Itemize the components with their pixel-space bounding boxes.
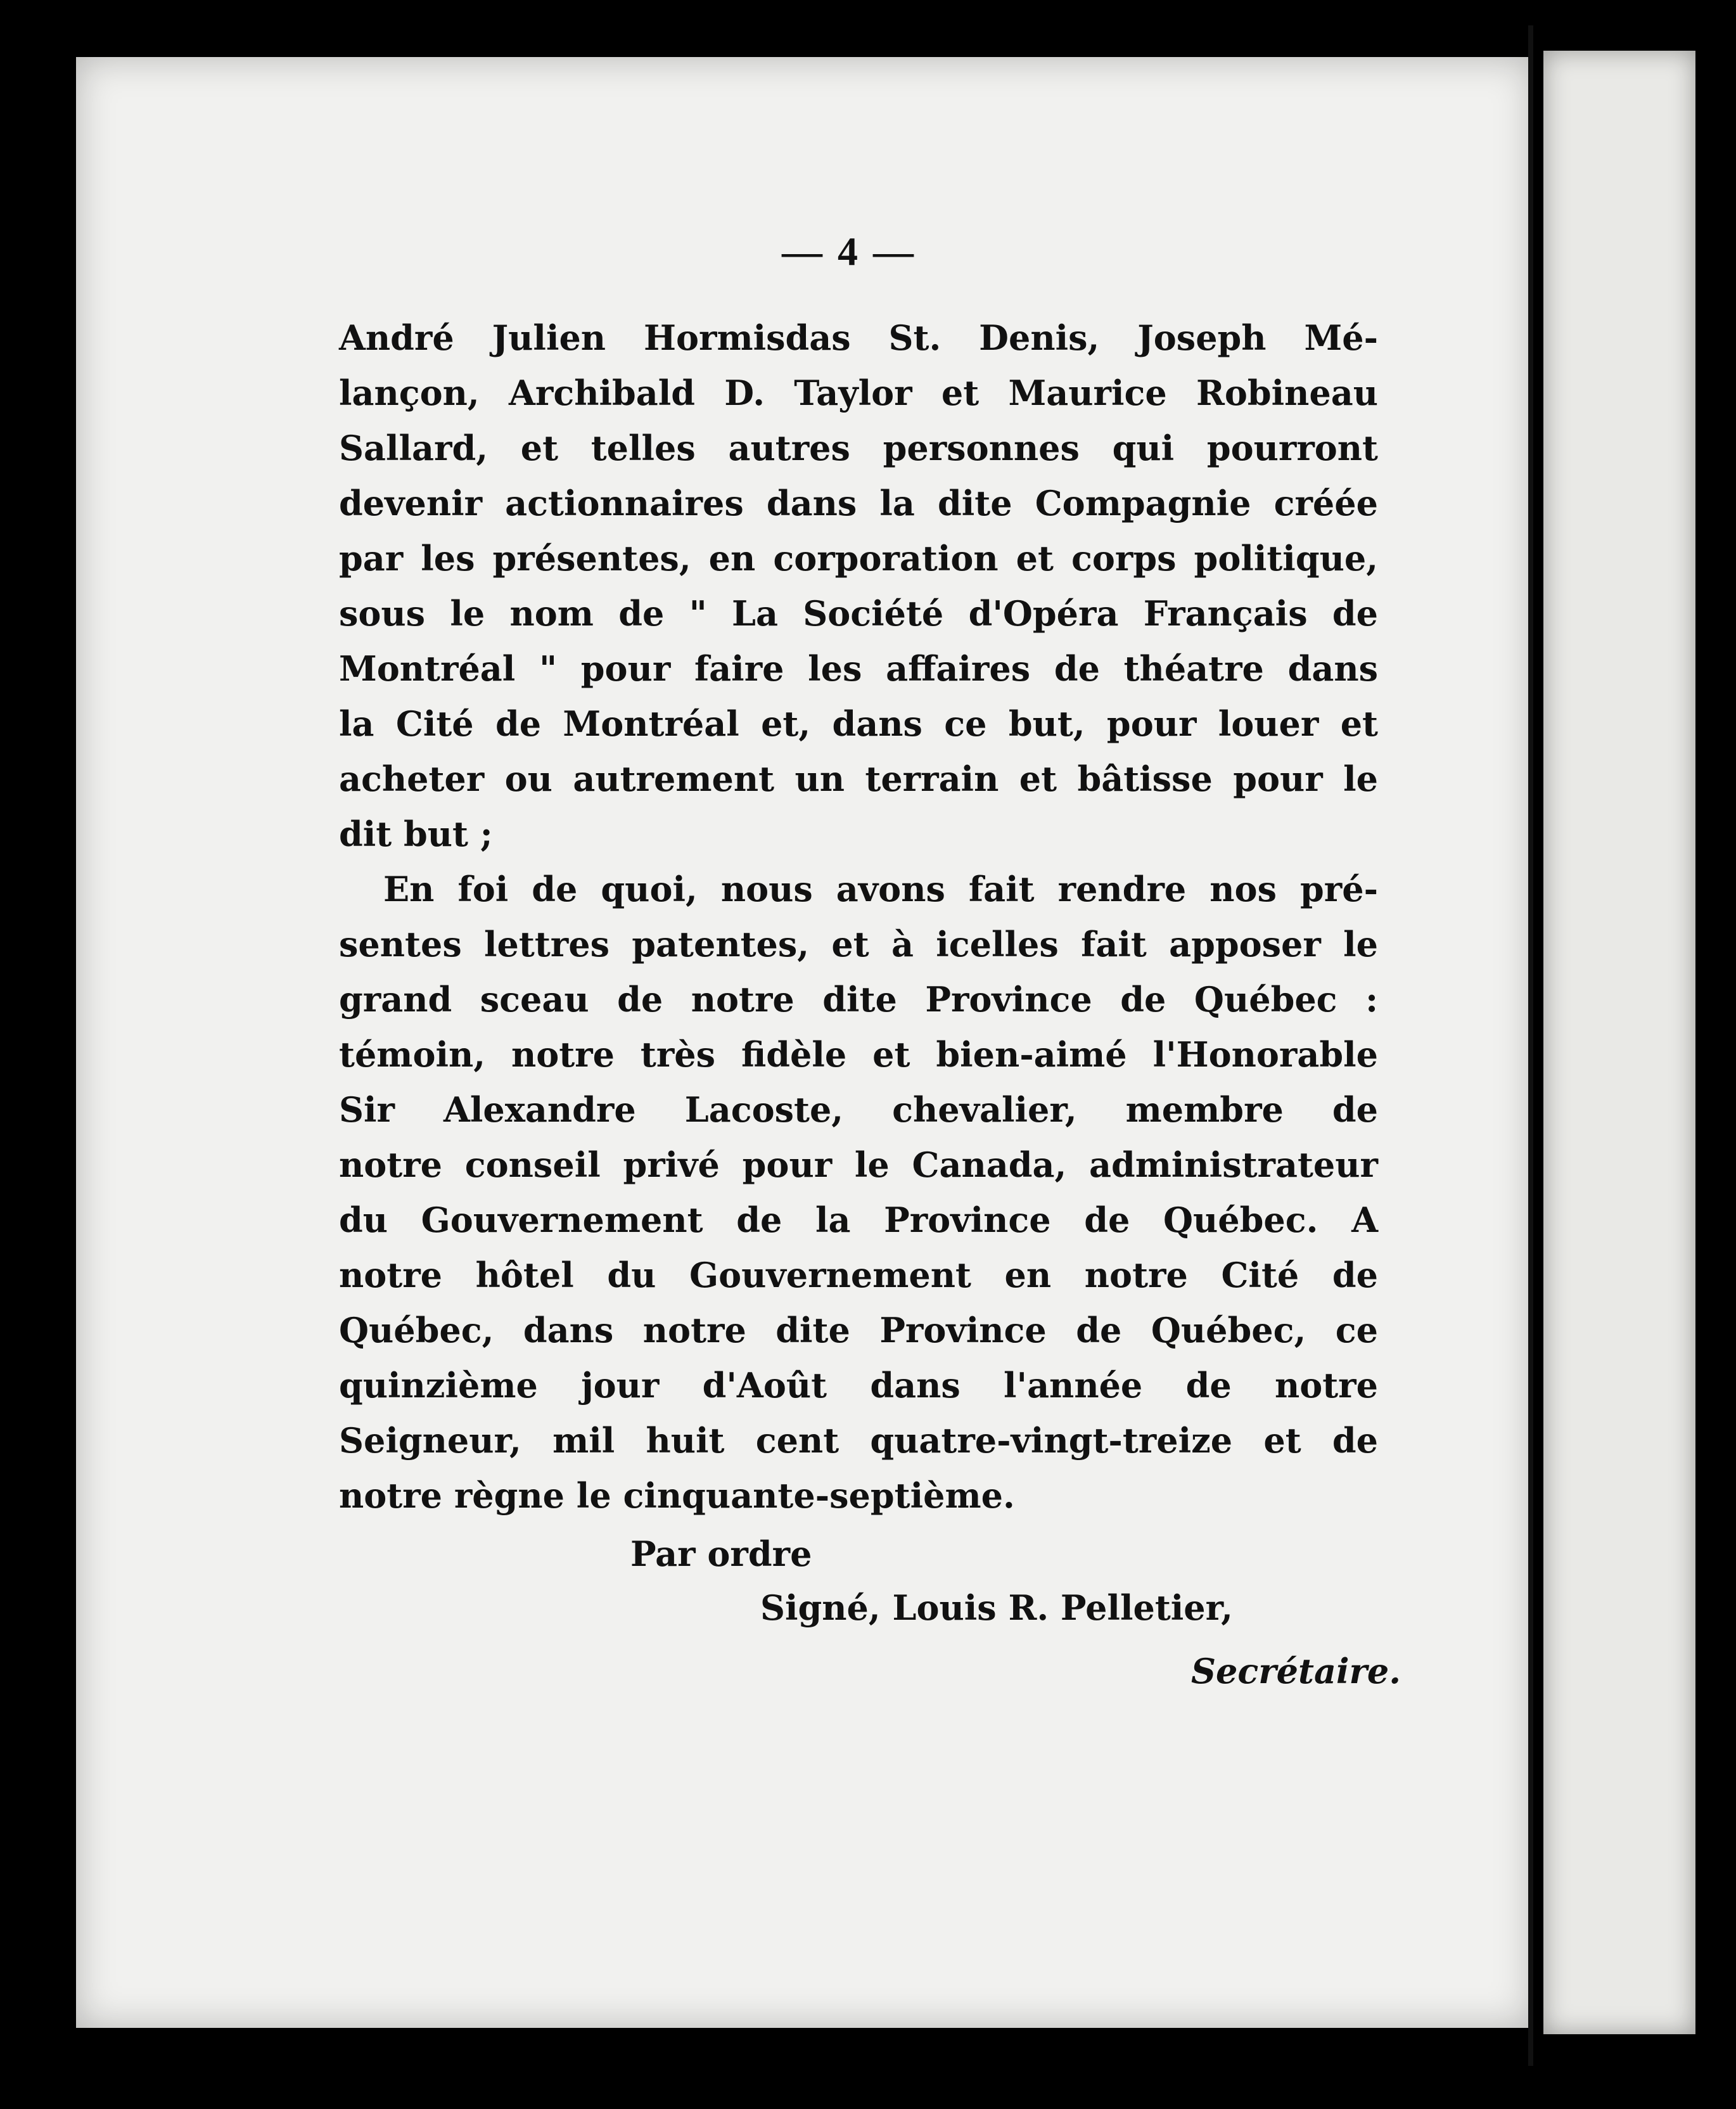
text-line: sous le nom de " La Société d'Opéra Français de bbox=[339, 593, 1378, 634]
text-line: lançon, Archibald D. Taylor et Maurice Robineau bbox=[339, 373, 1378, 413]
paragraph-2 bbox=[339, 862, 1378, 1523]
text-line: Montréal " pour faire les affaires de théatre dans bbox=[339, 648, 1378, 689]
body-text bbox=[339, 311, 1378, 1523]
text-line: dit but ; bbox=[339, 814, 493, 854]
text-line: André Julien Hormisdas St. Denis, Joseph Mé- bbox=[339, 317, 1378, 358]
text-line: acheter ou autrement un terrain et bâtisse pour le bbox=[339, 759, 1378, 799]
text-line: En foi de quoi, nous avons fait rendre nos pré- bbox=[383, 869, 1378, 909]
text-line: du Gouvernement de la Province de Québec. A bbox=[339, 1200, 1378, 1240]
text-line: quinzième jour d'Août dans l'année de notre bbox=[339, 1365, 1378, 1406]
text-line: Québec, dans notre dite Province de Québec, ce bbox=[339, 1310, 1378, 1350]
text-line: notre règne le cinquante-septième. bbox=[339, 1475, 1015, 1516]
text-line: notre conseil privé pour le Canada, administrateur bbox=[339, 1144, 1378, 1185]
text-line: témoin, notre très fidèle et bien-aimé l'Honorable bbox=[339, 1034, 1378, 1075]
secretary-title: Secrétaire. bbox=[1191, 1651, 1401, 1691]
signature-line: Signé, Louis R. Pelletier, bbox=[760, 1587, 1233, 1628]
text-line: notre hôtel du Gouvernement en notre Cité de bbox=[339, 1255, 1378, 1295]
text-line: la Cité de Montréal et, dans ce but, pour louer et bbox=[339, 703, 1378, 744]
par-ordre: Par ordre bbox=[630, 1534, 812, 1574]
text-line: Sallard, et telles autres personnes qui pourront bbox=[339, 428, 1378, 468]
text-line: Sir Alexandre Lacoste, chevalier, membre de bbox=[339, 1089, 1378, 1130]
adjacent-page-edge bbox=[1543, 51, 1695, 2034]
paragraph-1 bbox=[339, 311, 1378, 862]
text-line: devenir actionnaires dans la dite Compagnie créée bbox=[339, 483, 1378, 523]
text-line: Seigneur, mil huit cent quatre-vingt-treize et de bbox=[339, 1420, 1378, 1461]
text-line: par les présentes, en corporation et corps politique, bbox=[339, 538, 1378, 579]
text-line: sentes lettres patentes, et à icelles fait apposer le bbox=[339, 924, 1378, 965]
page-number: — 4 — bbox=[782, 229, 916, 274]
text-line: grand sceau de notre dite Province de Québec : bbox=[339, 979, 1378, 1020]
binding-edge bbox=[1528, 25, 1533, 2066]
